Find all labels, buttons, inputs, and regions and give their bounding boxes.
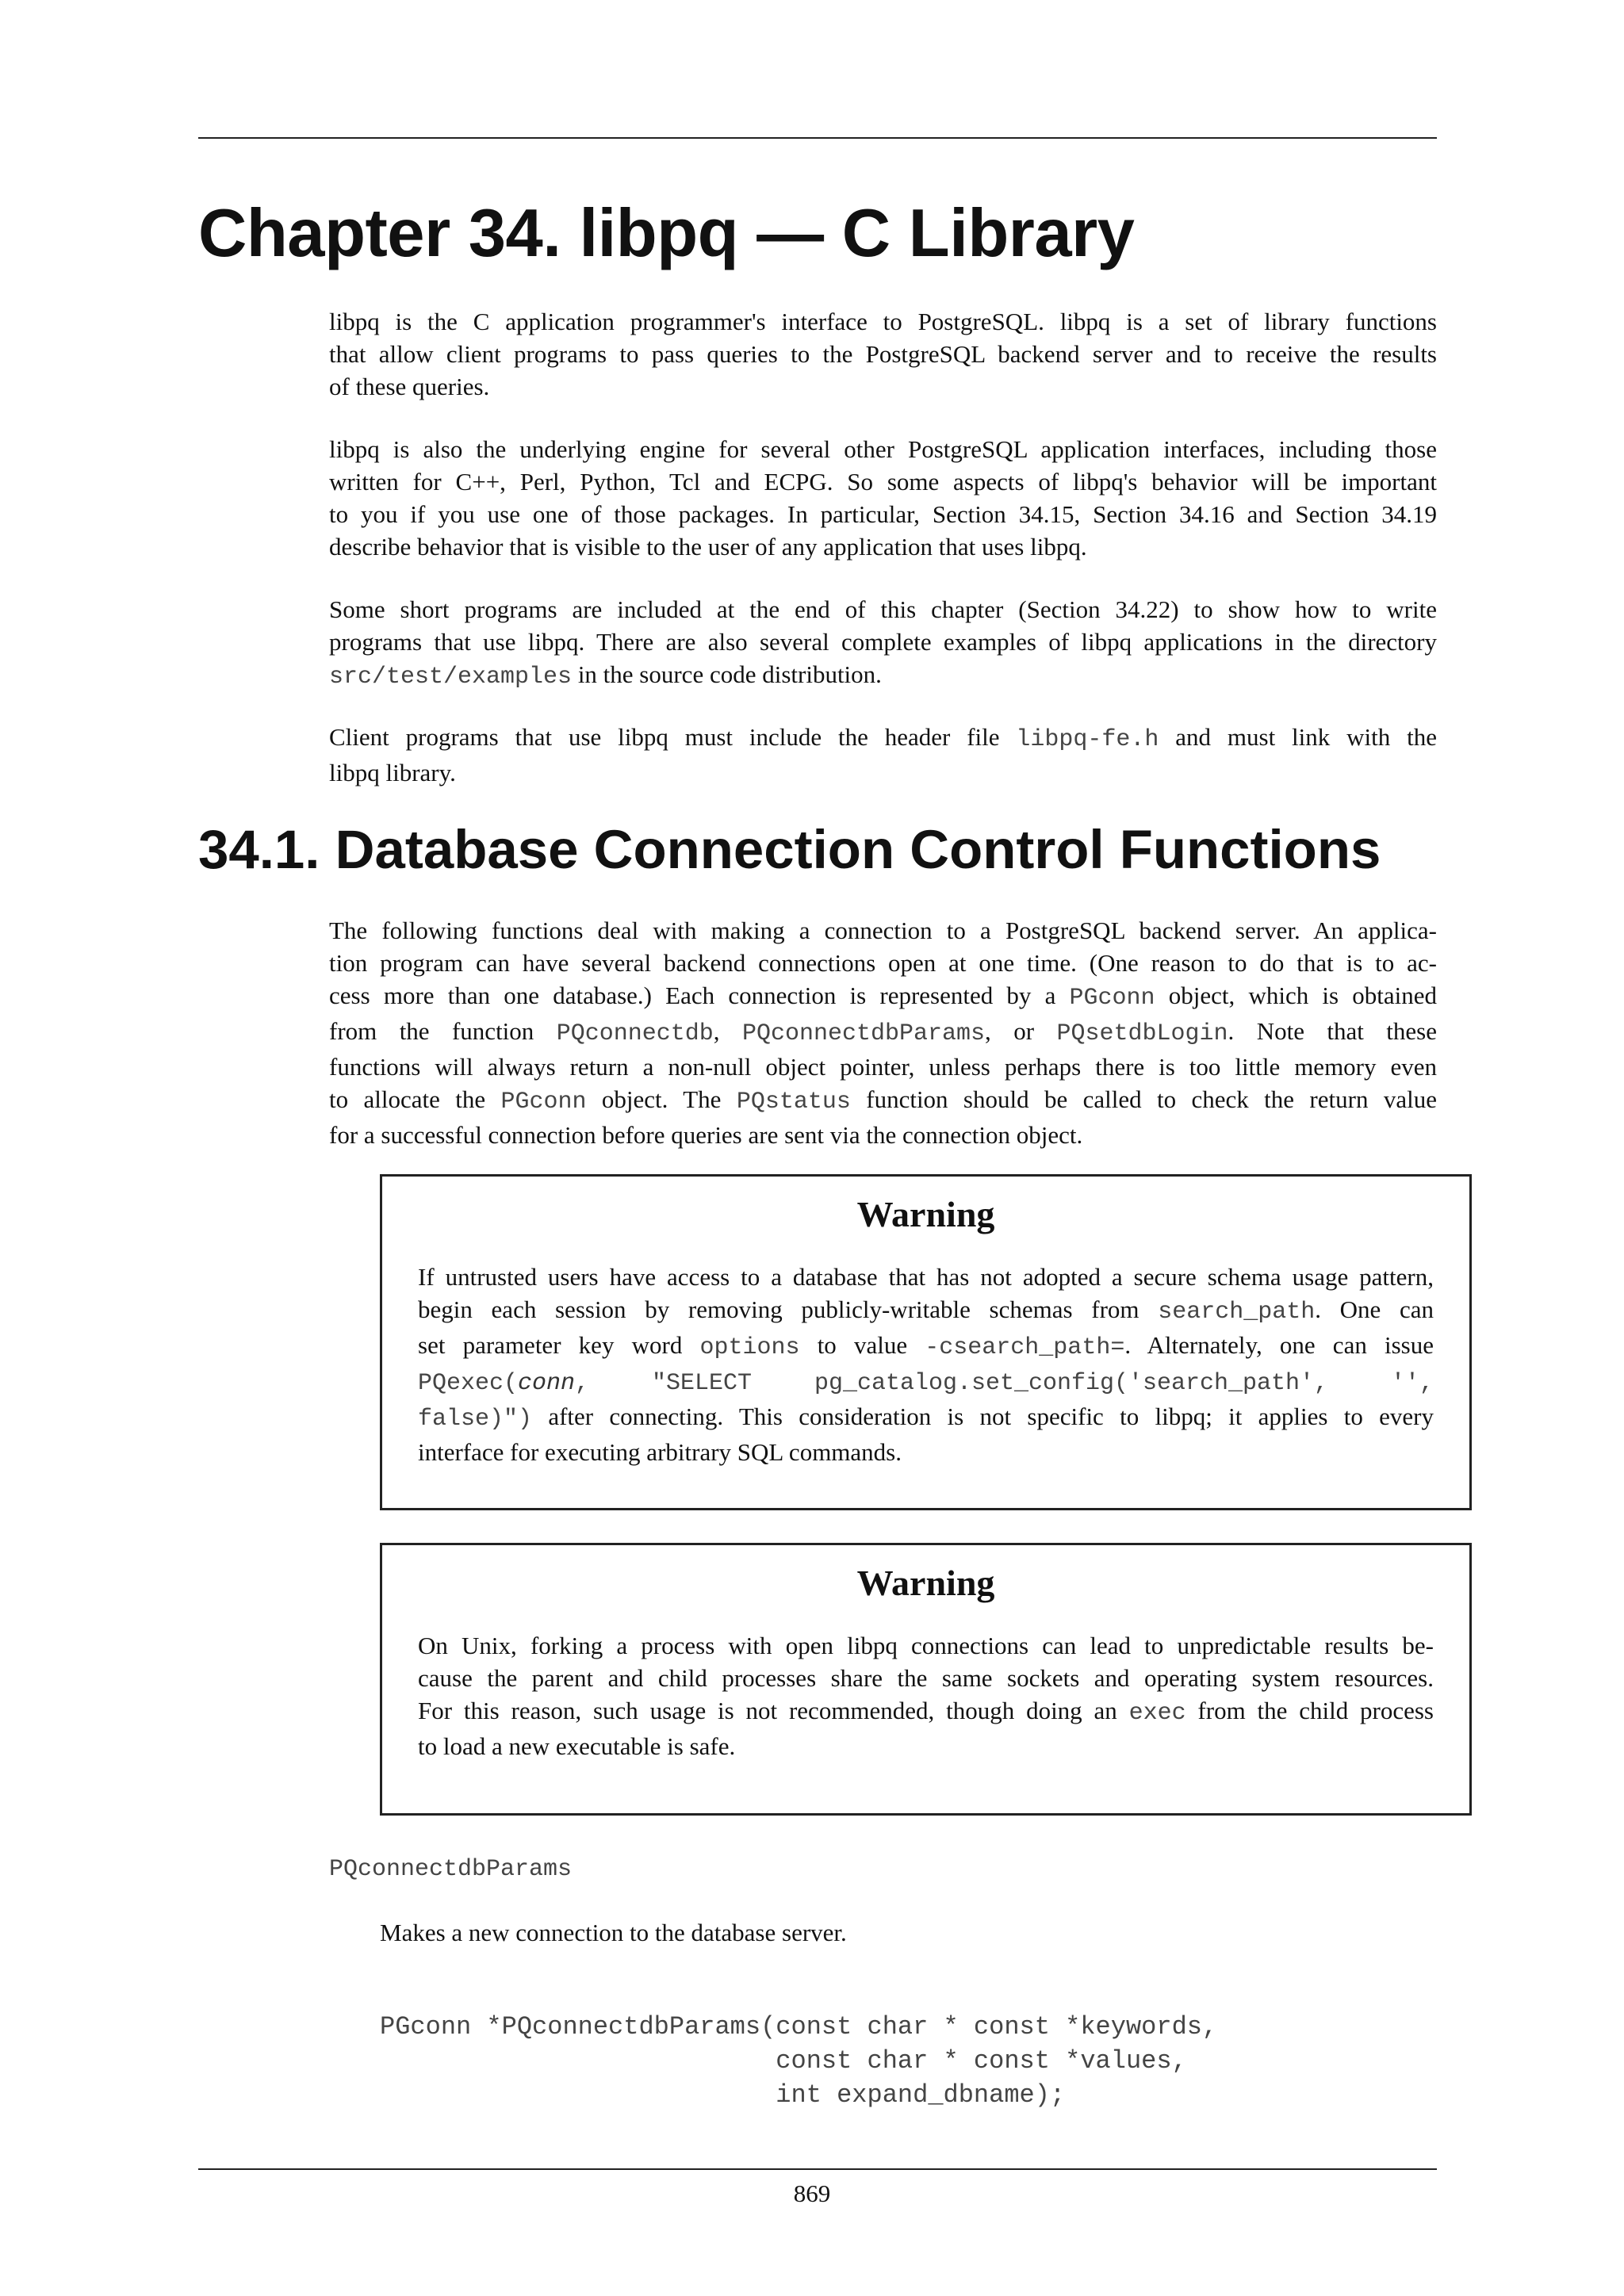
text-line: to you if you use one of those packages. In particular, Section 34.15, Section 34.16 and Section 34.19 <box>329 500 1437 528</box>
function-signature: PGconn *PQconnectdbParams(const char * const *keywords, const char * const *values, int expand_dbname); <box>380 2012 1218 2110</box>
text-line: libpq library. <box>329 759 456 786</box>
text-line: For this reason, such usage is not recommended, though doing an exec from the child process <box>418 1697 1434 1727</box>
intro-paragraph-1 <box>329 305 1437 403</box>
section-paragraph <box>329 914 1437 1151</box>
code-pqexec-end: false)") <box>418 1406 533 1433</box>
code-pqexec: PQexec( <box>418 1370 519 1397</box>
code-exec: exec <box>1128 1700 1186 1727</box>
code-conn-arg: conn <box>518 1370 576 1397</box>
section-title: 34.1. Database Connection Control Functions <box>198 819 1381 880</box>
text-line: On Unix, forking a process with open libpq connections can lead to unpredictable results be- <box>418 1632 1434 1659</box>
text-line: interface for executing arbitrary SQL commands. <box>418 1438 902 1466</box>
code-pgconn: PGconn <box>500 1089 587 1115</box>
warning-box-forking <box>380 1543 1472 1816</box>
warning-title: Warning <box>856 1194 995 1234</box>
function-description: Makes a new connection to the database server. <box>380 1919 847 1946</box>
header-rule <box>198 137 1437 139</box>
text-line: describe behavior that is visible to the user of any application that uses libpq. <box>329 533 1087 561</box>
chapter-title: Chapter 34. libpq — C Library <box>198 196 1135 271</box>
code-pqconnectdb: PQconnectdb <box>556 1020 714 1047</box>
code-value: -csearch_path= <box>925 1334 1125 1361</box>
code-pqexec-args: , "SELECT pg_catalog.set_config('search_path', '', <box>575 1370 1434 1397</box>
text-line: set parameter key word options to value -csearch_path=. Alternately, one can issue <box>418 1331 1434 1361</box>
text-line: functions will always return a non-null object pointer, unless perhaps there is too little memory even <box>329 1053 1437 1081</box>
code-pgconn: PGconn <box>1069 985 1155 1012</box>
text-line: src/test/examples in the source code distribution. <box>329 660 882 691</box>
text-line: begin each session by removing publicly-writable schemas from search_path. One can <box>418 1295 1434 1326</box>
text-line: for a successful connection before queries are sent via the connection object. <box>329 1121 1083 1149</box>
text-line: The following functions deal with making a connection to a PostgreSQL backend server. An applica- <box>329 916 1437 944</box>
text-line: from the function PQconnectdb, PQconnectdbParams, or PQsetdbLogin. Note that these <box>329 1017 1437 1047</box>
code-pqsetdblogin: PQsetdbLogin <box>1056 1020 1228 1047</box>
warning-text <box>418 1261 1434 1468</box>
code-path: src/test/examples <box>329 664 573 691</box>
text-line: cause the parent and child processes share the same sockets and operating system resources. <box>418 1664 1434 1692</box>
function-term: PQconnectdbParams <box>329 1856 573 1883</box>
text-line: tion program can have several backend connections open at one time. (One reason to do that is to ac- <box>329 949 1437 977</box>
intro-paragraph-4 <box>329 721 1437 789</box>
warning-title: Warning <box>856 1563 995 1603</box>
text-line: Client programs that use libpq must include the header file libpq-fe.h and must link with the <box>329 723 1437 753</box>
code-options: options <box>699 1334 800 1361</box>
text-line: programs that use libpq. There are also several complete examples of libpq applications in the directory <box>329 628 1437 656</box>
code-header-file: libpq-fe.h <box>1016 726 1159 753</box>
text-line: false)") after connecting. This consideration is not specific to libpq; it applies to every <box>418 1402 1434 1433</box>
footer-rule <box>198 2168 1437 2170</box>
text-line: to load a new executable is safe. <box>418 1732 736 1760</box>
text-line: cess more than one database.) Each connection is represented by a PGconn object, which is obtained <box>329 982 1437 1012</box>
code-search-path: search_path <box>1158 1299 1316 1326</box>
text-line: to allocate the PGconn object. The PQstatus function should be called to check the return value <box>329 1085 1437 1115</box>
intro-paragraph-3 <box>329 593 1437 694</box>
code-pqstatus: PQstatus <box>736 1089 851 1115</box>
code-pqconnectdbparams: PQconnectdbParams <box>741 1020 986 1047</box>
warning-text <box>418 1629 1434 1762</box>
text-line: of these queries. <box>329 373 490 400</box>
text-line: that allow client programs to pass queries to the PostgreSQL backend server and to receive the results <box>329 340 1437 368</box>
text-line: written for C++, Perl, Python, Tcl and ECPG. So some aspects of libpq's behavior will be important <box>329 468 1437 496</box>
intro-paragraph-2 <box>329 433 1437 563</box>
warning-box-search-path <box>380 1174 1472 1510</box>
page-number: 869 <box>793 2179 831 2207</box>
text-line: Some short programs are included at the end of this chapter (Section 34.22) to show how to write <box>329 595 1437 623</box>
text-line <box>418 1364 1434 1400</box>
text-line: If untrusted users have access to a database that has not adopted a secure schema usage pattern, <box>418 1263 1434 1291</box>
text-line: libpq is the C application programmer's interface to PostgreSQL. libpq is a set of library functions <box>329 308 1437 335</box>
text-line: libpq is also the underlying engine for several other PostgreSQL application interfaces, including those <box>329 435 1437 463</box>
